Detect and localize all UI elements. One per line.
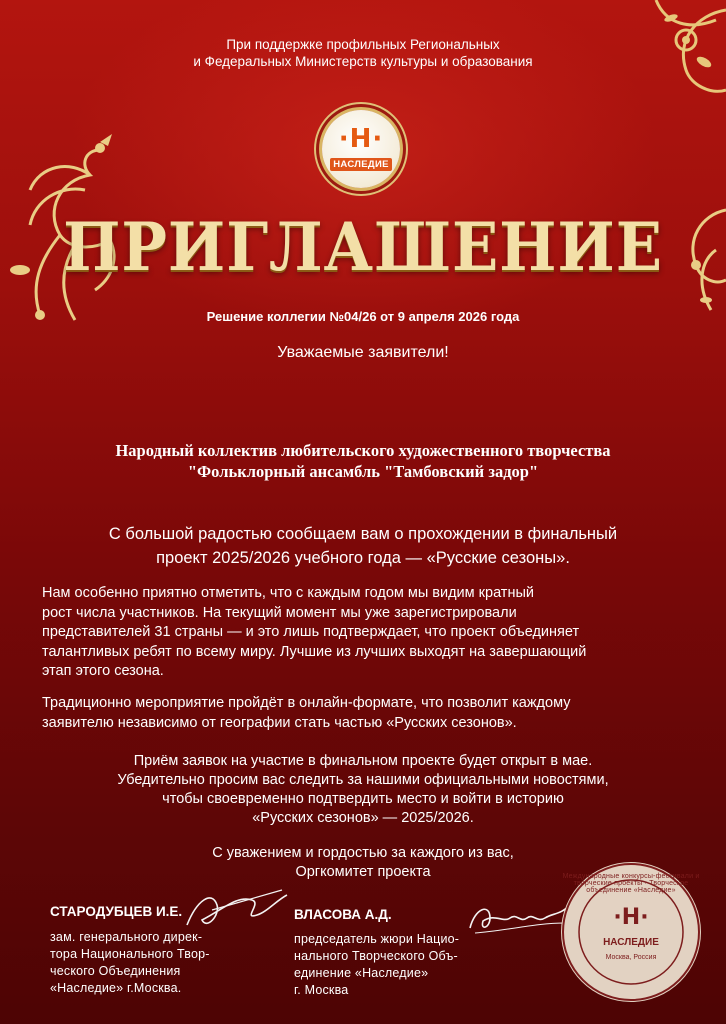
paragraph-online-format: [42, 694, 692, 733]
closing-line: С уважением и гордостью за каждого из вас,: [212, 845, 514, 861]
role-line: ческого Объединения: [50, 964, 181, 978]
organization-seal: [556, 857, 706, 1007]
page-title: ПРИГЛАШЕНИЕ: [63, 208, 663, 286]
paragraph-line: Нам особенно приятно отметить, что с каждым годом мы видим кратный: [42, 585, 534, 601]
greeting: Уважаемые заявители!: [277, 344, 449, 361]
paragraph-line: Приём заявок на участие в финальном проекте будет открыт в мае.: [133, 753, 593, 769]
paragraph-line: «Русских сезонов» — 2025/2026.: [252, 810, 474, 826]
role-line: нального Творческого Объ-: [294, 949, 458, 963]
paragraph-line: рост числа участников. На текущий момент мы уже зарегистрировали: [42, 604, 517, 621]
lead-announcement: [0, 522, 726, 570]
support-line-2: и Федеральных Министерств культуры и образования: [193, 54, 533, 69]
signatory-2-name: ВЛАСОВА А.Д.: [294, 907, 392, 922]
lead-line-2: проект 2025/2026 учебного года — «Русские сезоны».: [156, 549, 570, 567]
seal-mark: ·H·: [613, 905, 649, 930]
role-line: председатель жюри Нацио-: [294, 932, 460, 946]
paragraph-applications: [0, 752, 726, 828]
recipient-line-1: Народный коллектив любительского художественного творчества: [115, 441, 611, 460]
paragraph-line: представителей 31 страны — и это лишь подтверждает, что проект объединяет: [42, 624, 580, 640]
closing-line: Оргкомитет проекта: [295, 864, 431, 880]
signature-1: [182, 880, 292, 940]
role-line: «Наследие» г.Москва.: [50, 981, 182, 995]
decision-line: Решение коллегии №04/26 от 9 апреля 2026 года: [206, 309, 520, 324]
paragraph-line: талантливых ребят по всему миру. Лучшие из лучших выходят на завершающий: [42, 643, 587, 660]
recipient-line-2: "Фольклорный ансамбль "Тамбовский задор": [187, 462, 539, 481]
signatory-2-role: [294, 931, 459, 999]
logo-text: [322, 159, 400, 170]
recipient-name: [0, 440, 726, 482]
paragraph-line: Традиционно мероприятие пройдёт в онлайн-формате, что позволит каждому: [42, 695, 571, 711]
paragraph-line: заявителю независимо от географии стать частью «Русских сезонов».: [42, 714, 517, 731]
support-statement: [0, 36, 726, 70]
seal-ring-text: Международные конкурсы-фестивали и творческие проекты · Творческое объединение «Наследие»: [562, 873, 700, 894]
seal-city: Москва, Россия: [605, 954, 657, 961]
paragraph-line: Убедительно просим вас следить за нашими официальными новостями,: [117, 772, 609, 788]
paragraph-line: этап этого сезона.: [42, 663, 164, 679]
paragraph-participants: [42, 584, 692, 682]
paragraph-line: чтобы своевременно подтвердить место и войти в историю: [162, 791, 564, 807]
role-line: зам. генерального дирек-: [50, 930, 203, 944]
logo-circle: [322, 110, 400, 188]
logo-text-label: НАСЛЕДИЕ: [330, 158, 391, 171]
role-line: г. Москва: [294, 983, 349, 997]
role-line: тора Национального Твор-: [50, 947, 210, 961]
seal-text: НАСЛЕДИЕ: [603, 937, 659, 948]
lead-line-1: С большой радостью сообщаем вам о прохождении в финальный: [108, 525, 618, 543]
signatory-1-name: СТАРОДУБЦЕВ И.Е.: [50, 904, 183, 919]
role-line: единение «Наследие»: [294, 966, 429, 980]
nasledie-logo: [313, 101, 409, 197]
logo-mark: ·H·: [338, 124, 384, 154]
support-line-1: При поддержке профильных Региональных: [226, 37, 500, 52]
